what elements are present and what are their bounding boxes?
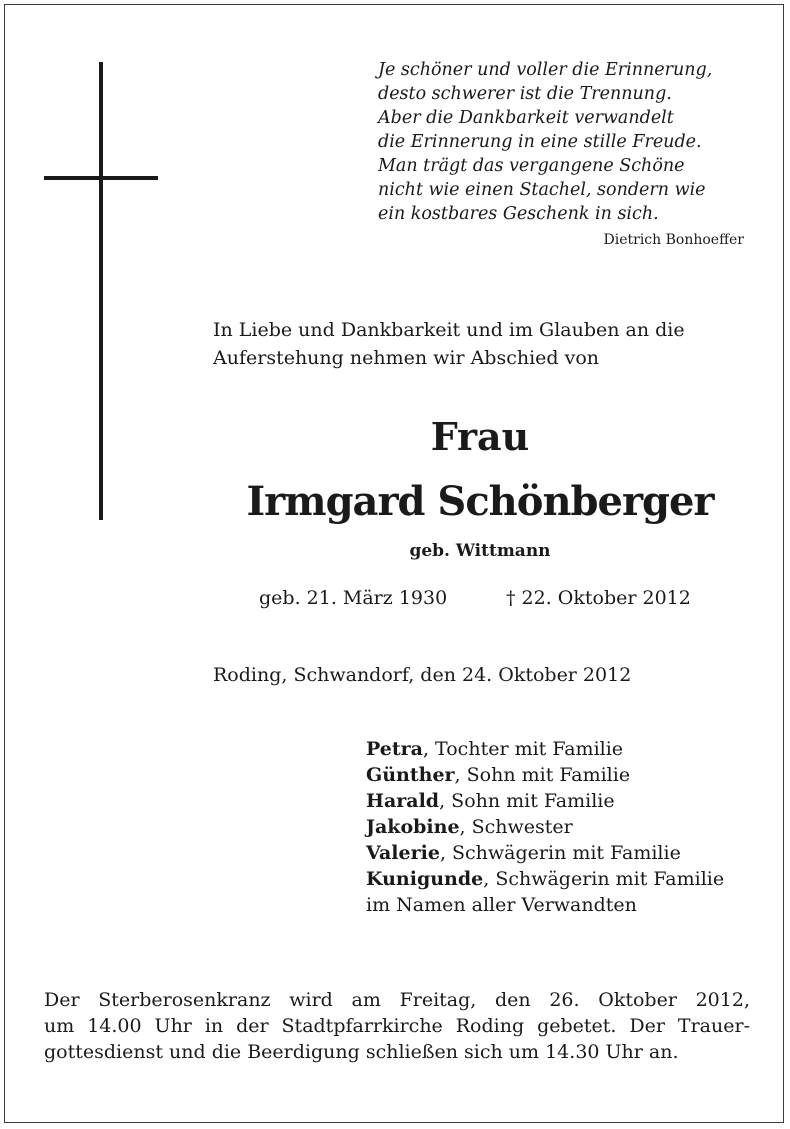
- family-member-name: Günther: [366, 764, 455, 786]
- notice-line: Der Sterberosenkranz wird am Freitag, den 26. Oktober 2012,: [44, 989, 750, 1011]
- family-member-name: Petra: [366, 738, 423, 760]
- list-item: [366, 866, 724, 892]
- place-and-date: Roding, Schwandorf, den 24. Oktober 2012: [213, 664, 632, 686]
- list-item: [366, 762, 724, 788]
- list-item: [366, 736, 724, 762]
- deceased-name: Irmgard Schönberger: [246, 478, 714, 525]
- quote-line: Man trägt das vergangene Schöne: [378, 156, 685, 176]
- cross-horizontal-bar: [44, 176, 158, 180]
- quote-author: Dietrich Bonhoeffer: [603, 232, 744, 248]
- quote-line: desto schwerer ist die Trennung.: [378, 84, 672, 104]
- quote-line: ein kostbares Geschenk in sich.: [378, 204, 659, 224]
- family-closing: im Namen aller Verwandten: [366, 894, 637, 916]
- family-member-relation: , Sohn mit Familie: [439, 790, 615, 812]
- quote-line: Aber die Dankbarkeit verwandelt: [378, 108, 674, 128]
- family-member-relation: , Schwägerin mit Familie: [439, 842, 681, 864]
- family-member-relation: , Tochter mit Familie: [422, 738, 624, 760]
- family-member-relation: , Schwägerin mit Familie: [483, 868, 725, 890]
- list-item: [366, 788, 724, 814]
- intro-line: Auferstehung nehmen wir Abschied von: [213, 347, 600, 369]
- list-item: [366, 840, 724, 866]
- salutation: Frau: [430, 414, 530, 459]
- birth-date: geb. 21. März 1930: [259, 587, 448, 609]
- quote-line: die Erinnerung in eine stille Freude.: [378, 132, 702, 152]
- list-item: [366, 814, 724, 840]
- family-member-relation: , Sohn mit Familie: [454, 764, 631, 786]
- maiden-name: geb. Wittmann: [409, 541, 551, 561]
- family-member-name: Kunigunde: [366, 868, 484, 890]
- notice-line: um 14.00 Uhr in der Stadtpfarrkirche Roding gebetet. Der Trauer-: [44, 1015, 750, 1037]
- family-member-name: Jakobine: [366, 816, 460, 838]
- quote-line: nicht wie einen Stachel, sondern wie: [378, 180, 706, 200]
- quote: [378, 58, 758, 226]
- notice-line: gottesdienst und die Beerdigung schließen sich um 14.30 Uhr an.: [44, 1041, 679, 1063]
- family-member-relation: , Schwester: [459, 816, 573, 838]
- cross-vertical-bar: [99, 62, 103, 520]
- family-member-name: Harald: [366, 790, 440, 812]
- intro-line: In Liebe und Dankbarkeit und im Glauben an die: [213, 319, 685, 341]
- intro-text: [213, 316, 685, 372]
- death-date: † 22. Oktober 2012: [506, 587, 691, 609]
- family-list: [366, 736, 724, 918]
- service-notice: [44, 987, 750, 1065]
- quote-line: Je schöner und voller die Erinnerung,: [378, 60, 713, 80]
- family-member-name: Valerie: [366, 842, 440, 864]
